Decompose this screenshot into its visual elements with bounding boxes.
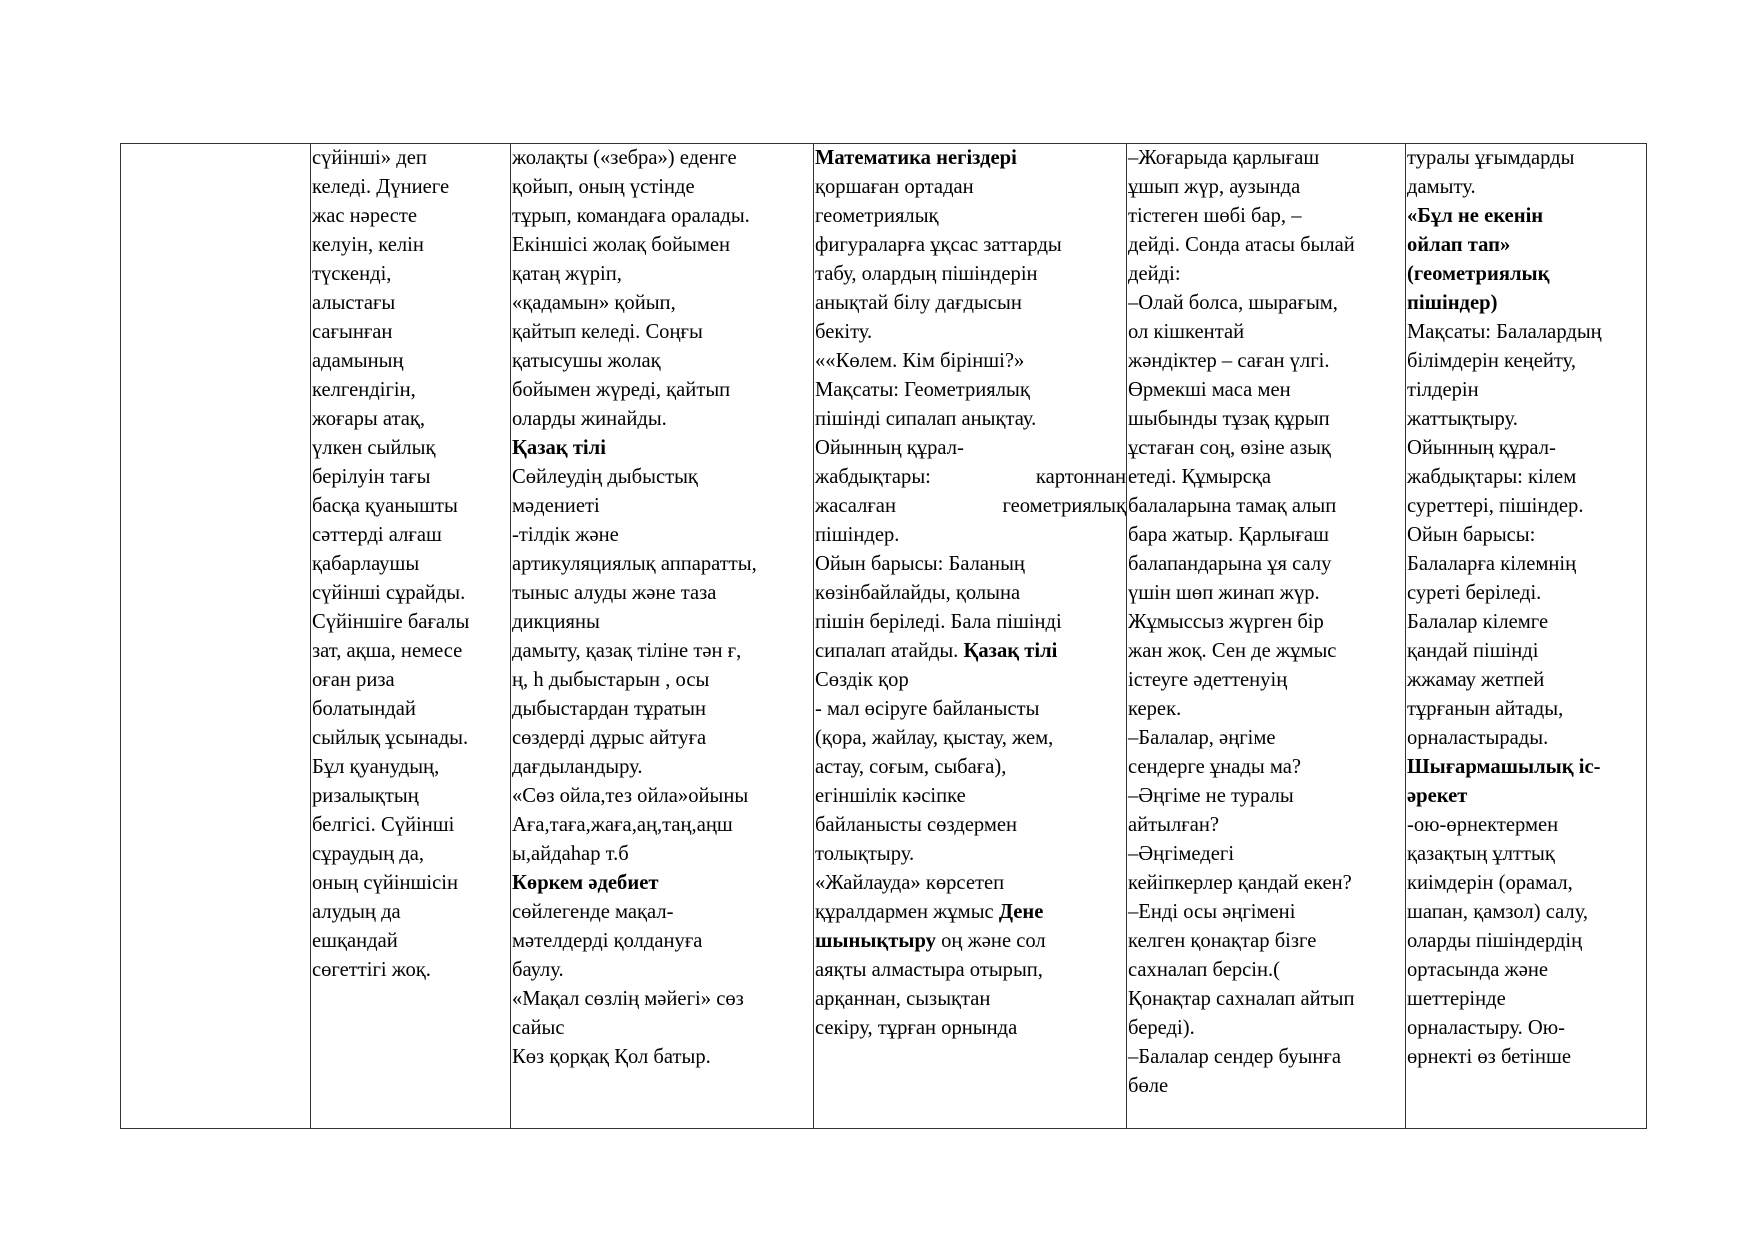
cell-col3	[511, 144, 814, 1129]
text-line: ұстаған соң, өзіне азық	[1128, 437, 1331, 459]
text-line: пішін беріледі. Бала пішінді	[815, 611, 1062, 633]
text-line: қазақтың ұлттық	[1407, 843, 1555, 865]
text-line: дейді:	[1128, 263, 1181, 285]
text-line: тұрғанын айтады,	[1407, 698, 1564, 720]
text-line: Сөздік қор	[815, 669, 909, 691]
text-line: арқаннан, сызықтан	[815, 988, 991, 1010]
text-line: орналастыру. Ою-	[1407, 1017, 1566, 1039]
text-line: Өрмекші маса мен	[1128, 379, 1291, 401]
text-line: геометриялық	[815, 205, 939, 227]
text-line: сахналап берсін.(	[1128, 959, 1281, 981]
col6-text-c	[1407, 811, 1646, 1072]
col5-text	[1128, 144, 1405, 1101]
text-line: сұраудың да,	[312, 843, 425, 865]
text-line: –Балалар сендер буынға	[1128, 1046, 1341, 1068]
text-line: Ойынның құрал-	[815, 437, 964, 459]
justified-line-2	[815, 492, 1126, 521]
cell-empty	[121, 144, 311, 1129]
text-line: керек.	[1128, 698, 1182, 720]
text-line: Бұл қуанудың,	[312, 756, 440, 778]
text-line: пішінді сипалап анықтау.	[815, 408, 1037, 430]
text-line: байланысты сөздермен	[815, 814, 1018, 836]
text-line: үшін шөп жинап жүр.	[1128, 582, 1320, 604]
mixed-text: құралдармен жұмыс	[815, 901, 999, 923]
text-line: ««Көлем. Кім бірінші?»	[815, 350, 1025, 372]
text-line: басқа қуанышты	[312, 495, 458, 517]
text-line: сағынған	[312, 321, 393, 343]
text-line: сендерге ұнады ма?	[1128, 756, 1302, 778]
mixed-line-4	[815, 927, 1126, 956]
text-line: дағдыландыру.	[512, 756, 643, 778]
text-line: жаттықтыру.	[1407, 408, 1518, 430]
text-line: суреттері, пішіндер.	[1407, 495, 1584, 517]
text-line: әрекет	[1407, 785, 1468, 807]
mixed-line-3	[815, 898, 1126, 927]
justified-left: жабдықтары:	[815, 466, 931, 488]
text-line: -тілдік және	[512, 524, 619, 546]
text-line: келуін, келін	[312, 234, 424, 256]
text-line: «Сөз ойла,тез ойла»ойыны	[512, 785, 749, 807]
text-line: «қадамын» қойып,	[512, 292, 676, 314]
text-line: өрнекті өз бетінше	[1407, 1046, 1572, 1068]
cell-col6	[1406, 144, 1647, 1129]
text-line: көзінбайлайды, қолына	[815, 582, 1021, 604]
col6-bold-b	[1407, 753, 1646, 811]
text-line: пішіндер)	[1407, 292, 1498, 314]
text-line: балаларына тамақ алып	[1128, 495, 1337, 517]
col3-text	[512, 144, 813, 1072]
text-line: береді).	[1128, 1017, 1195, 1039]
text-line: білімдерін кеңейту,	[1407, 350, 1576, 372]
text-line: үлкен сыйлық	[312, 437, 436, 459]
text-line: орналастырады.	[1407, 727, 1549, 749]
text-line: артикуляциялық аппаратты,	[512, 553, 757, 575]
text-line: баулу.	[512, 959, 564, 981]
text-line: «Мақал сөзлің мәйегі» сөз	[512, 988, 744, 1010]
text-line: Қонақтар сахналап айтып	[1128, 988, 1355, 1010]
text-line: қойып, оның үстінде	[512, 176, 695, 198]
pe-heading: Дене	[998, 901, 1044, 923]
text-line: дамыту, қазақ тіліне тән ғ,	[512, 640, 742, 662]
text-line: пішіндер.	[815, 524, 900, 546]
text-line: тыныс алуды және таза	[512, 582, 717, 604]
text-line: Балалар кілемге	[1407, 611, 1549, 633]
text-line: –Әңгіме не туралы	[1128, 785, 1294, 807]
text-line: жас нәресте	[312, 205, 418, 227]
cell-col4	[814, 144, 1127, 1129]
text-line: –Балалар, әңгіме	[1128, 727, 1276, 749]
text-line: белгісі. Сүйінші	[312, 814, 455, 836]
text-line: Көз қорқақ Қол батыр.	[512, 1046, 711, 1068]
text-line: Екіншісі жолақ бойымен	[512, 234, 731, 256]
text-line: Қазақ тілі	[512, 437, 606, 459]
text-line: жжамау жетпей	[1407, 669, 1545, 691]
kazakh-heading: Қазақ тілі	[963, 640, 1058, 662]
text-line: бөле	[1128, 1075, 1169, 1097]
col4-text-a	[815, 173, 1126, 463]
text-line: оған риза	[312, 669, 395, 691]
math-heading: Математика негіздері	[815, 147, 1017, 169]
text-line: қатаң жүріп,	[512, 263, 622, 285]
text-line: ойлап тап»	[1407, 234, 1511, 256]
text-line: егіншілік кәсіпке	[815, 785, 966, 807]
text-line: ешқандай	[312, 930, 398, 952]
text-line: Ойын барысы: Баланың	[815, 553, 1025, 575]
text-line: түскенді,	[312, 263, 392, 285]
text-line: алыстағы	[312, 292, 396, 314]
text-line: қабарлаушы	[312, 553, 420, 575]
text-line: суреті беріледі.	[1407, 582, 1542, 604]
text-line: етеді. Құмырсқа	[1128, 466, 1271, 488]
text-line: Ойынның құрал-	[1407, 437, 1556, 459]
mixed-text: оң және сол	[935, 930, 1046, 952]
text-line: сөгеттігі жоқ.	[312, 959, 431, 981]
text-line: дыбыстардан тұратын	[512, 698, 707, 720]
mixed-line-2: «Жайлауда» көрсетеп	[815, 872, 1005, 894]
justified-line-1	[815, 463, 1126, 492]
text-line: ризалықтың	[312, 785, 419, 807]
text-line: аяқты алмастыра отырып,	[815, 959, 1043, 981]
text-line: жоғары атақ,	[312, 408, 426, 430]
text-line: жәндіктер – саған үлгі.	[1128, 350, 1330, 372]
text-line: ұшып жүр, аузында	[1128, 176, 1301, 198]
text-line: шеттерінде	[1407, 988, 1506, 1010]
text-line: ортасында және	[1407, 959, 1549, 981]
mixed-line-1	[815, 637, 1126, 666]
text-line: Балаларға кілемнің	[1407, 553, 1577, 575]
text-line: қоршаған ортадан	[815, 176, 974, 198]
col4-text-c	[815, 666, 1126, 869]
text-line: астау, соғым, сыбаға),	[815, 756, 1007, 778]
text-line: істеуге әдеттенуің	[1128, 669, 1288, 691]
text-line: Шығармашылық іс-	[1407, 756, 1601, 778]
text-line: Сөйлеудің дыбыстық	[512, 466, 698, 488]
text-line: сыйлық ұсынады.	[312, 727, 469, 749]
col2-text	[312, 144, 510, 985]
text-line: болатындай	[312, 698, 416, 720]
text-line: шыбынды тұзақ құрып	[1128, 408, 1330, 430]
text-line: қандай пішінді	[1407, 640, 1539, 662]
text-line: Жұмыссыз жүрген бір	[1128, 611, 1324, 633]
text-line: –Жоғарыда қарлығаш	[1128, 147, 1320, 169]
text-line: жолақты («зебра») еденге	[512, 147, 737, 169]
col4-text-b	[815, 521, 1126, 637]
text-line: берілуін тағы	[312, 466, 431, 488]
text-line: (геометриялық	[1407, 263, 1550, 285]
col4-text-d	[815, 956, 1126, 1043]
text-line: балапандарына ұя салу	[1128, 553, 1332, 575]
text-line: оларды жинайды.	[512, 408, 667, 430]
text-line: жабдықтары: кілем	[1407, 466, 1577, 488]
text-line: секіру, тұрған орнында	[815, 1017, 1018, 1039]
text-line: келгендігін,	[312, 379, 416, 401]
text-line: дикцияны	[512, 611, 600, 633]
text-line: сөздерді дұрыс айтуға	[512, 727, 707, 749]
text-line: тістеген шөбі бар, –	[1128, 205, 1302, 227]
text-line: кейіпкерлер қандай екен?	[1128, 872, 1352, 894]
text-line: - мал өсіруге байланысты	[815, 698, 1040, 720]
text-line: анықтай білу дағдысын	[815, 292, 1022, 314]
text-line: -ою-өрнектермен	[1407, 814, 1559, 836]
text-line: «Бұл не екенін	[1407, 205, 1544, 227]
col6-text-b	[1407, 318, 1646, 753]
text-line: тілдерін	[1407, 379, 1479, 401]
text-line: ы,айдаһар т.б	[512, 843, 629, 865]
text-line: бекіту.	[815, 321, 873, 343]
table-row	[121, 144, 1647, 1129]
cell-col2	[311, 144, 511, 1129]
text-line: киімдерін (орамал,	[1407, 872, 1573, 894]
text-line: мәдениеті	[512, 495, 600, 517]
text-line: ң, һ дыбыстарын , осы	[512, 669, 710, 691]
text-line: келген қонақтар бізге	[1128, 930, 1317, 952]
text-line: адамының	[312, 350, 404, 372]
mixed-text: сипалап атайды.	[815, 640, 964, 662]
plan-table	[120, 143, 1647, 1129]
text-line: Мақсаты: Геометриялық	[815, 379, 1030, 401]
text-line: Аға,таға,жаға,аң,таң,аңш	[512, 814, 733, 836]
justified-right: картоннан	[1035, 466, 1126, 488]
text-line: бара жатыр. Қарлығаш	[1128, 524, 1329, 546]
pe-heading: шынықтыру	[815, 930, 936, 952]
text-line: жан жоқ. Сен де жұмыс	[1128, 640, 1337, 662]
text-line: алудың да	[312, 901, 401, 923]
text-line: шапан, қамзол) салу,	[1407, 901, 1589, 923]
text-line: фигураларға ұқсас заттарды	[815, 234, 1062, 256]
text-line: (қора, жайлау, қыстау, жем,	[815, 727, 1054, 749]
text-line: толықтыру.	[815, 843, 915, 865]
col6-text-a	[1407, 144, 1646, 202]
text-line: –Енді осы әңгімені	[1128, 901, 1296, 923]
text-line: ол кішкентай	[1128, 321, 1245, 343]
text-line: сәттерді алғаш	[312, 524, 442, 546]
text-line: дамыту.	[1407, 176, 1476, 198]
text-line: Ойын барысы:	[1407, 524, 1536, 546]
justified-right: геометриялық	[1002, 495, 1126, 517]
text-line: Көркем әдебиет	[512, 872, 659, 894]
col6-bold-a	[1407, 202, 1646, 318]
text-line: оларды пішіндердің	[1407, 930, 1583, 952]
text-line: тұрып, командаға оралады.	[512, 205, 750, 227]
justified-left: жасалған	[815, 495, 896, 517]
text-line: бойымен жүреді, қайтып	[512, 379, 731, 401]
text-line: табу, олардың пішіндерін	[815, 263, 1038, 285]
text-line: туралы ұғымдарды	[1407, 147, 1575, 169]
text-line: Мақсаты: Балалардың	[1407, 321, 1602, 343]
text-line: қатысушы жолақ	[512, 350, 661, 372]
text-line: зат, ақша, немесе	[312, 640, 463, 662]
text-line: келеді. Дүниеге	[312, 176, 450, 198]
text-line: қайтып келеді. Соңғы	[512, 321, 703, 343]
text-line: сөйлегенде мақал-	[512, 901, 674, 923]
cell-col5	[1127, 144, 1406, 1129]
text-line: сайыс	[512, 1017, 565, 1039]
text-line: айтылған?	[1128, 814, 1220, 836]
text-line: сүйінші сұрайды.	[312, 582, 466, 604]
text-line: сүйінші» деп	[312, 147, 427, 169]
text-line: –Олай болса, шырағым,	[1128, 292, 1338, 314]
text-line: оның сүйіншісін	[312, 872, 458, 894]
text-line: –Әңгімедегі	[1128, 843, 1235, 865]
text-line: Сүйіншіге бағалы	[312, 611, 470, 633]
text-line: мәтелдерді қолдануға	[512, 930, 703, 952]
text-line: дейді. Сонда атасы былай	[1128, 234, 1355, 256]
